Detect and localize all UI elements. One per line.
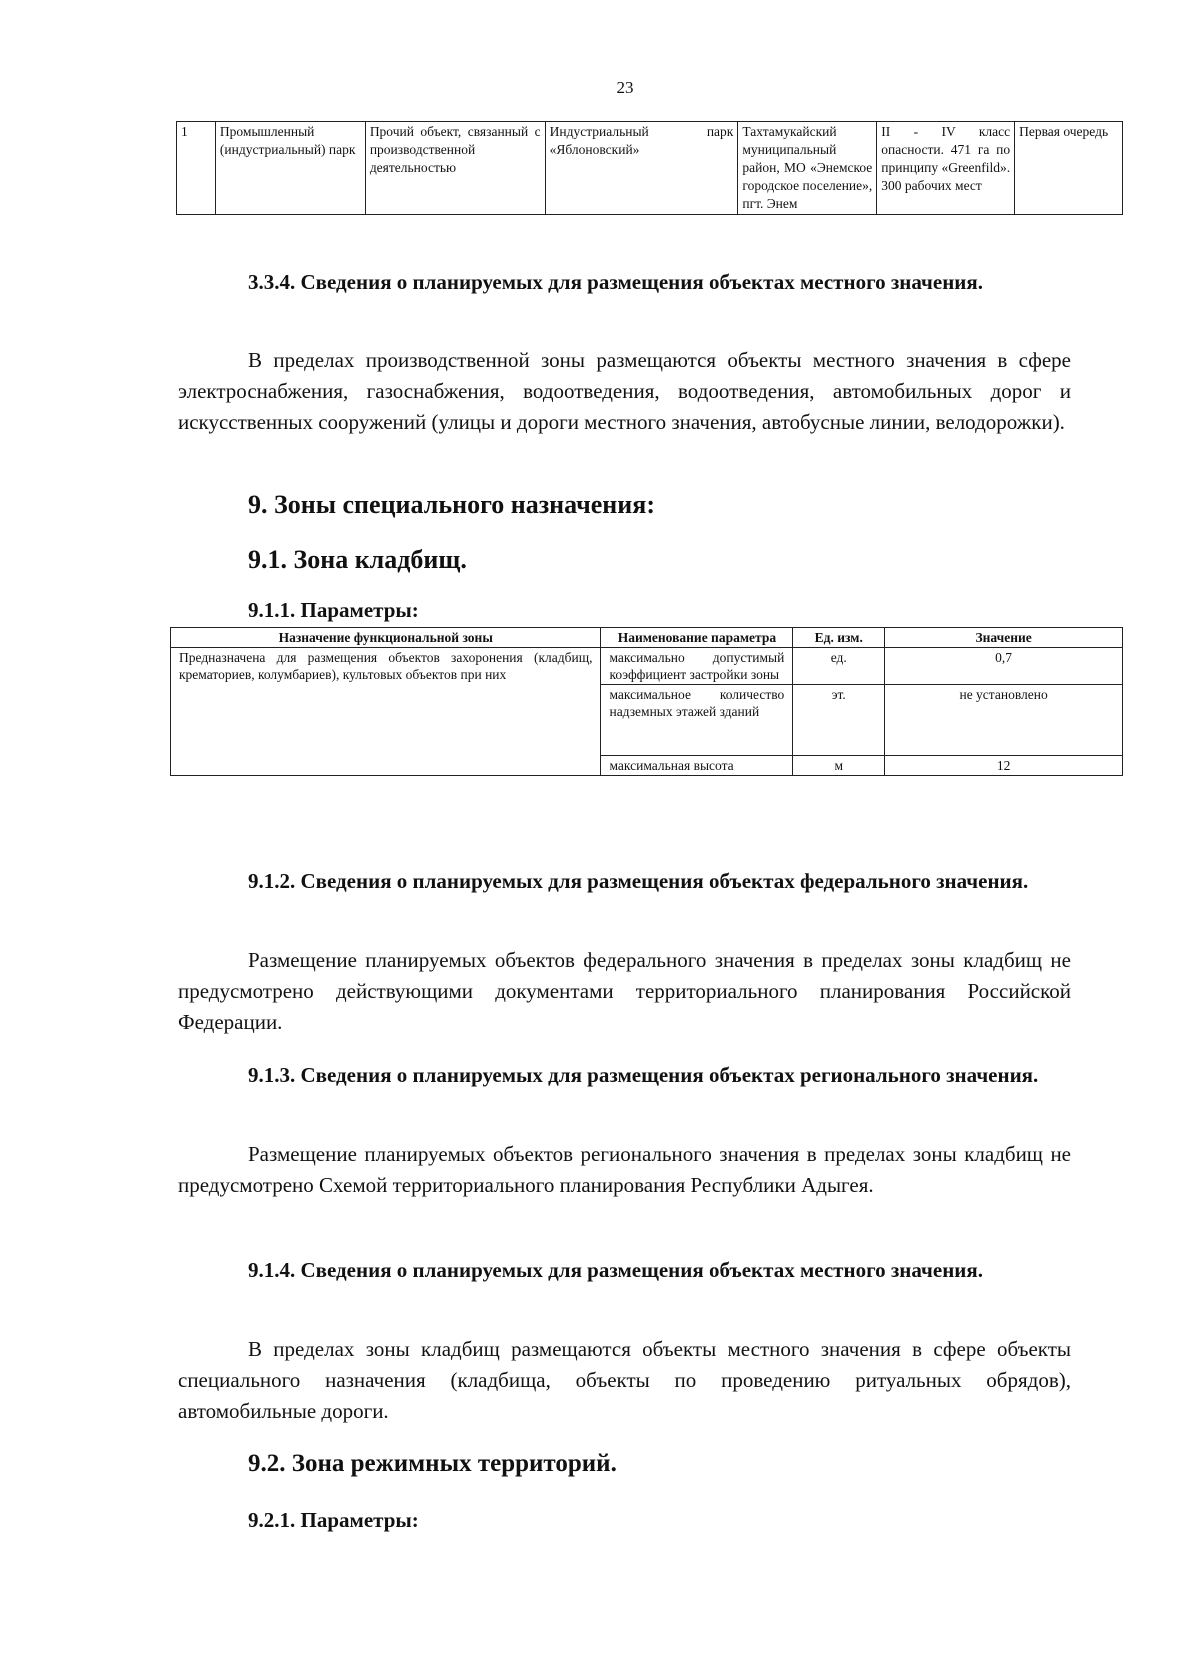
param-name-cell: максимальное количество надземных этажей зданий: [601, 685, 793, 756]
table-cell-characteristics: II - IV класс опасности. 471 га по принципу «Greenfild». 300 рабочих мест: [877, 122, 1015, 215]
section-334-text: В пределах производственной зоны размещаются объекты местного значения в сфере электроснабжения, газоснабжения, водоотведения, водоотведения, автомобильных дорог и искусственных сооружений (улицы и дороги местного значения, автобусные линии, велодорожки).: [178, 348, 1071, 434]
table-cell-number: 1: [177, 122, 216, 215]
table-cell-stage: Первая очередь: [1015, 122, 1123, 215]
section-921-title: 9.2.1. Параметры:: [248, 1508, 419, 1532]
table-row: [171, 648, 1123, 685]
param-value-cell: не установлено: [885, 685, 1123, 756]
param-unit-cell: ед.: [793, 648, 885, 685]
section-913-text: Размещение планируемых объектов регионального значения в пределах зоны кладбищ не предусмотрено Схемой территориального планирования Республики Адыгея.: [178, 1142, 1071, 1197]
section-912-text: Размещение планируемых объектов федерального значения в пределах зоны кладбищ не предусмотрено действующими документами территориального планирования Российской Федерации.: [178, 948, 1071, 1034]
param-name-cell: максимально допустимый коэффициент застройки зоны: [601, 648, 793, 685]
table-cell-kind: Прочий объект, связанный с производственной деятельностью: [365, 122, 545, 215]
header-purpose: Назначение функциональной зоны: [171, 628, 601, 648]
header-unit: Ед. изм.: [793, 628, 885, 648]
table-cell-type: Промышленный (индустриальный) парк: [215, 122, 365, 215]
objects-table: [176, 121, 1123, 215]
table-header-row: [171, 628, 1123, 648]
section-914-title: 9.1.4. Сведения о планируемых для размещения объектах местного значения.: [248, 1258, 983, 1282]
param-value-cell: 12: [885, 756, 1123, 776]
parameters-table: [170, 627, 1123, 776]
header-value: Значение: [885, 628, 1123, 648]
section-913-title: 9.1.3. Сведения о планируемых для размещения объектах регионального значения.: [248, 1063, 1039, 1087]
table-row: [177, 122, 1123, 215]
zone-purpose-cell: Предназначена для размещения объектов захоронения (кладбищ, крематориев, колумбариев), культовых объектов при них: [171, 648, 601, 776]
param-name-cell: максимальная высота: [601, 756, 793, 776]
section-911-title: 9.1.1. Параметры:: [248, 598, 419, 622]
section-9-title: 9. Зоны специального назначения:: [248, 490, 655, 519]
header-parameter: Наименование параметра: [601, 628, 793, 648]
section-912-title: 9.1.2. Сведения о планируемых для размещения объектах федерального значения.: [248, 869, 1029, 893]
section-334-title: 3.3.4. Сведения о планируемых для размещения объектах местного значения.: [248, 270, 983, 294]
section-91-title: 9.1. Зона кладбищ.: [248, 545, 467, 574]
section-92-title: 9.2. Зона режимных территорий.: [248, 1450, 617, 1477]
page-number: 23: [616, 78, 634, 97]
section-914-text: В пределах зоны кладбищ размещаются объекты местного значения в сфере объекты специального назначения (кладбища, объекты по проведению ритуальных обрядов), автомобильные дороги.: [178, 1337, 1071, 1423]
table-cell-name: Индустриальный парк «Яблоновский»: [545, 122, 738, 215]
param-unit-cell: м: [793, 756, 885, 776]
param-value-cell: 0,7: [885, 648, 1123, 685]
param-unit-cell: эт.: [793, 685, 885, 756]
table-cell-location: Тахтамукайский муниципальный район, МО «Энемское городское поселение», пгт. Энем: [738, 122, 877, 215]
